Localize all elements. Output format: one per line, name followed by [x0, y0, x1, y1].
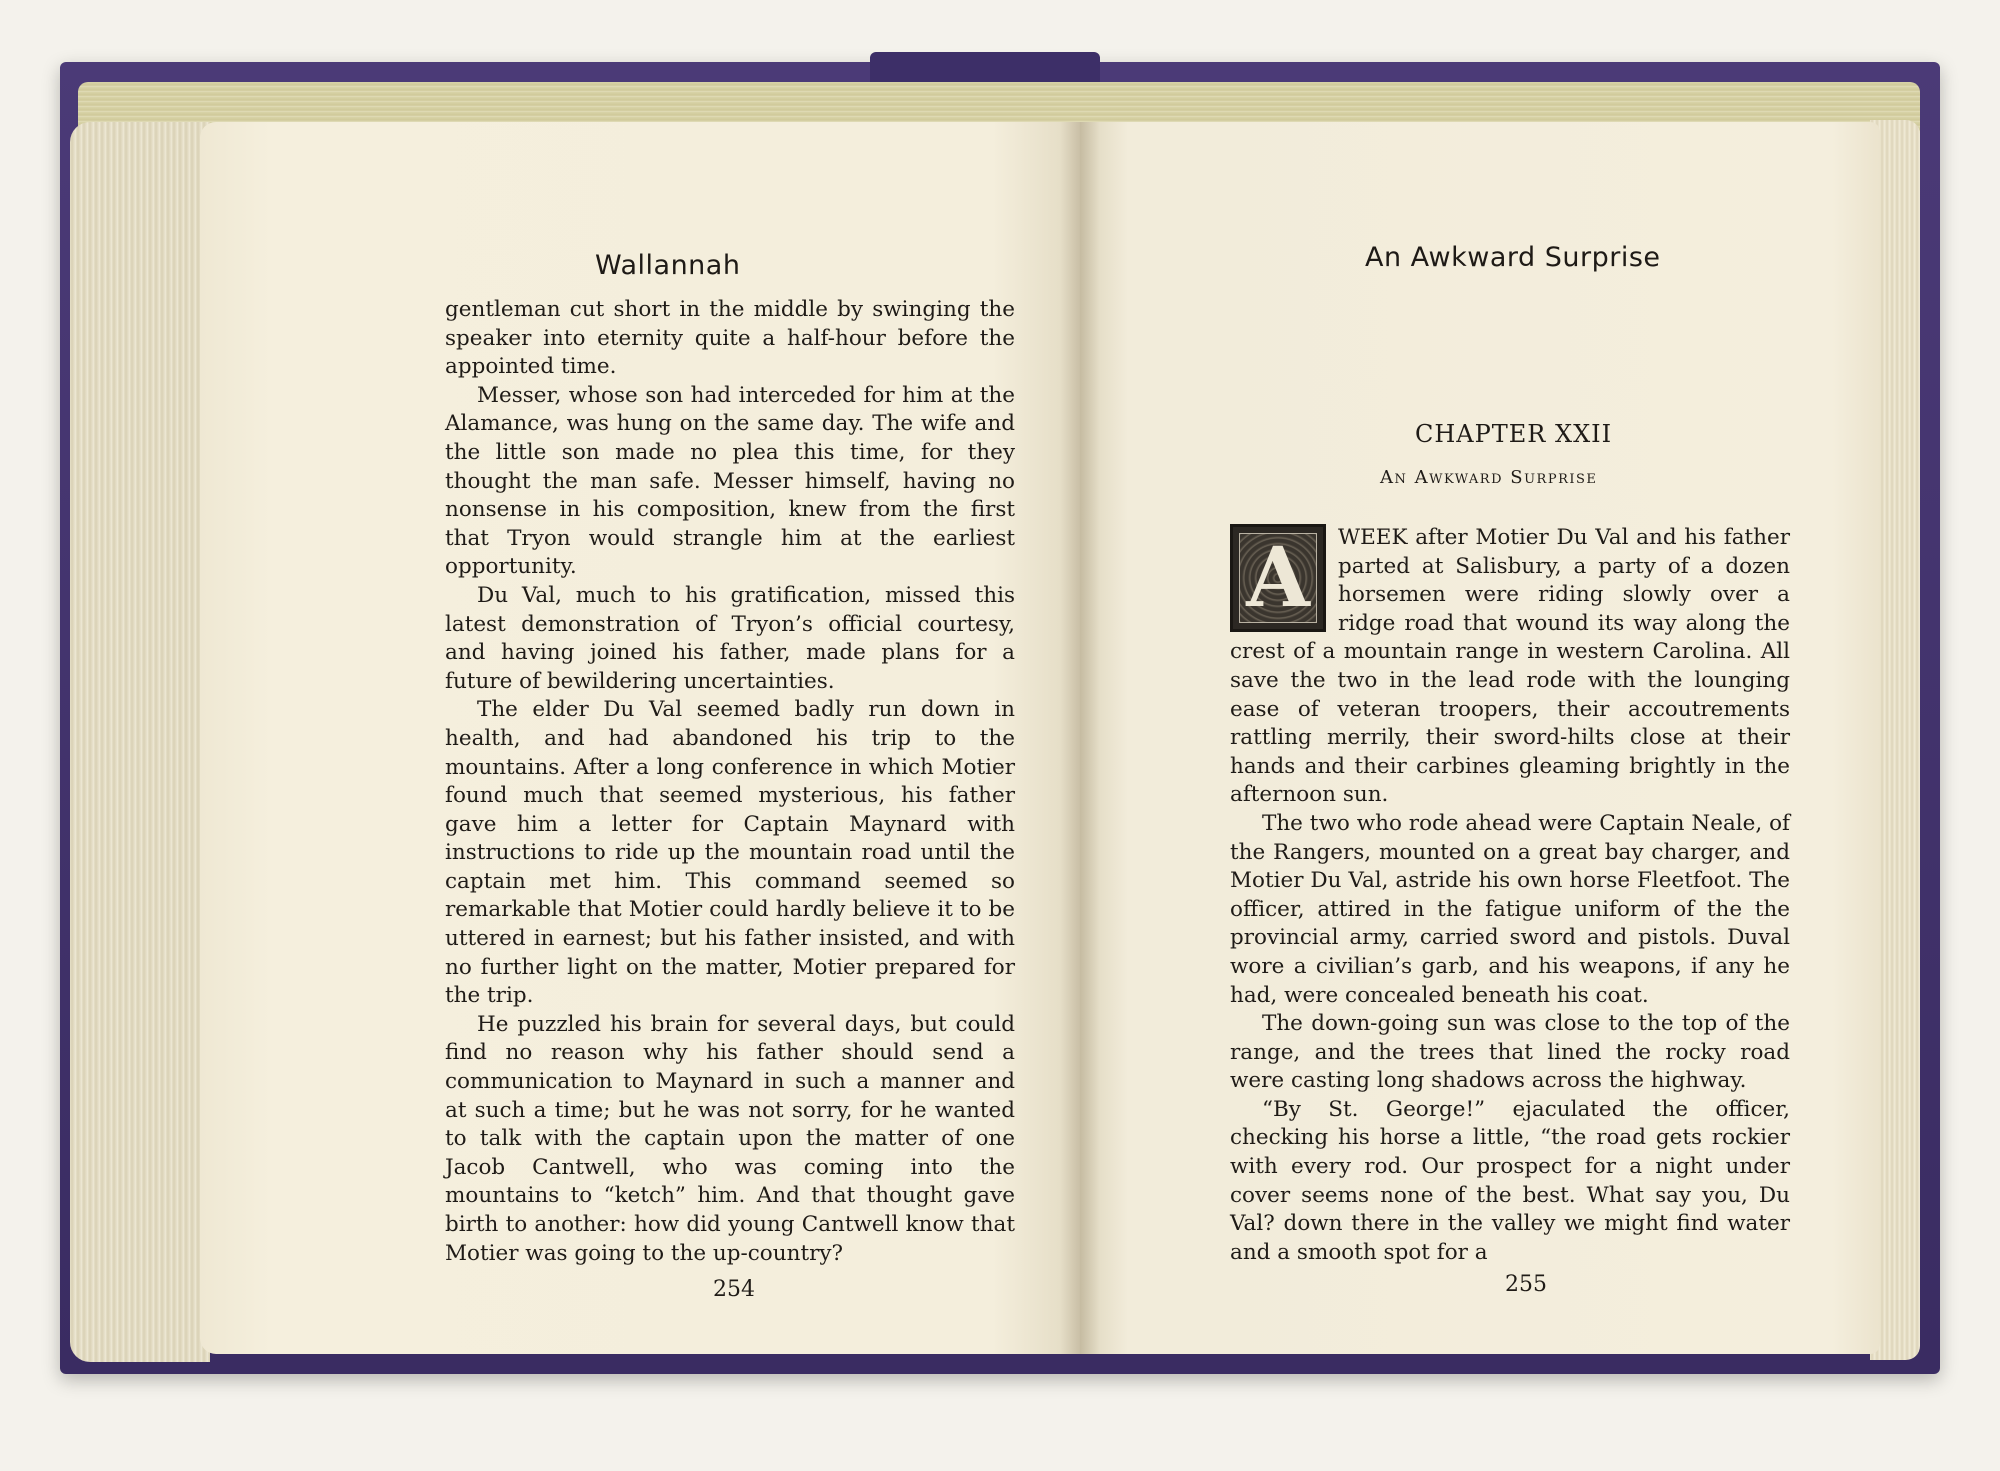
- drop-cap: [1230, 524, 1326, 632]
- drop-cap-letter: A: [1246, 530, 1310, 626]
- left-folio: 254: [713, 1277, 755, 1302]
- right-page-text: [1230, 524, 1790, 1267]
- left-paragraph-3: Du Val, much to his gratification, missed this latest demonstration of Tryon’s official courtesy, and having joined his father, made plans for a future of bewildering uncertainties.: [445, 582, 1015, 694]
- left-paragraph-1: gentleman cut short in the middle by swinging the speaker into eternity quite a half-hour before the appointed time.: [445, 297, 1015, 380]
- right-running-head: An Awkward Surprise: [1365, 242, 1661, 273]
- left-paragraph-5: He puzzled his brain for several days, but could find no reason why his father should send a communication to Maynard in such a manner and at such a time; but he was not sorry, for he wanted to talk with the captain upon the matter of one Jacob Cantwell, who was coming into the mountains to “ketch” him. And that thought gave birth to another: how did young Cantwell know that Motier was going to the up-country?: [445, 1011, 1015, 1266]
- left-paragraph-2: Messer, whose son had interceded for him at the Alamance, was hung on the same day. The wife and the little son made no plea this time, for they thought the man safe. Messer himself, having no nonsense in his composition, knew from the first that Tryon would strangle him at the earliest opportunity.: [445, 382, 1015, 580]
- right-paragraph-1: [1230, 524, 1790, 810]
- left-paragraph-4: The elder Du Val seemed badly run down in health, and had abandoned his trip to the mountains. After a long conference in which Motier found much that seemed mysterious, his father gave him a letter for Captain Maynard with instructions to ride up the mountain road until the captain met him. This command seemed so remarkable that Motier could hardly believe it to be uttered in earnest; but his father insisted, and with no further light on the matter, Motier prepared for the trip.: [445, 697, 1015, 1009]
- book-gutter: [1060, 122, 1100, 1354]
- open-book: [60, 52, 1940, 1382]
- right-paragraph-1-text: WEEK after Motier Du Val and his father parted at Salisbury, a party of a dozen horsemen were riding slowly over a ridge road that wound its way along the crest of a mountain range in western Carolina. All save the two in the lead rode with the lounging ease of veteran troopers, their accoutrements rattling merrily, their sword-hilts close at their hands and their carbines gleaming brightly in the afternoon sun.: [1230, 525, 1790, 808]
- chapter-heading: CHAPTER XXII: [1415, 420, 1613, 448]
- left-page: [200, 122, 1080, 1354]
- right-paragraph-3: The down-going sun was close to the top of the range, and the trees that lined the rocky road were casting long shadows across the highway.: [1230, 1011, 1790, 1094]
- left-page-text: [445, 296, 1015, 1268]
- right-folio: 255: [1505, 1272, 1547, 1297]
- right-paragraph-4: “By St. George!” ejaculated the officer, checking his horse a little, “the road gets rockier with every rod. Our prospect for a night under cover seems none of the best. What say you, Du Val? down there in the valley we might find water and a smooth spot for a: [1230, 1096, 1790, 1265]
- page-edge-left: [70, 122, 210, 1362]
- chapter-title: An Awkward Surprise: [1380, 467, 1598, 488]
- left-running-head: Wallannah: [595, 250, 741, 281]
- right-paragraph-2: The two who rode ahead were Captain Neale, of the Rangers, mounted on a great bay charger, and Motier Du Val, astride his own horse Fleetfoot. The officer, attired in the fatigue uniform of the the provincial army, carried sword and pistols. Duval wore a civilian’s garb, and his weapons, if any he had, were concealed beneath his coat.: [1230, 810, 1790, 1008]
- right-page: [1080, 122, 1880, 1354]
